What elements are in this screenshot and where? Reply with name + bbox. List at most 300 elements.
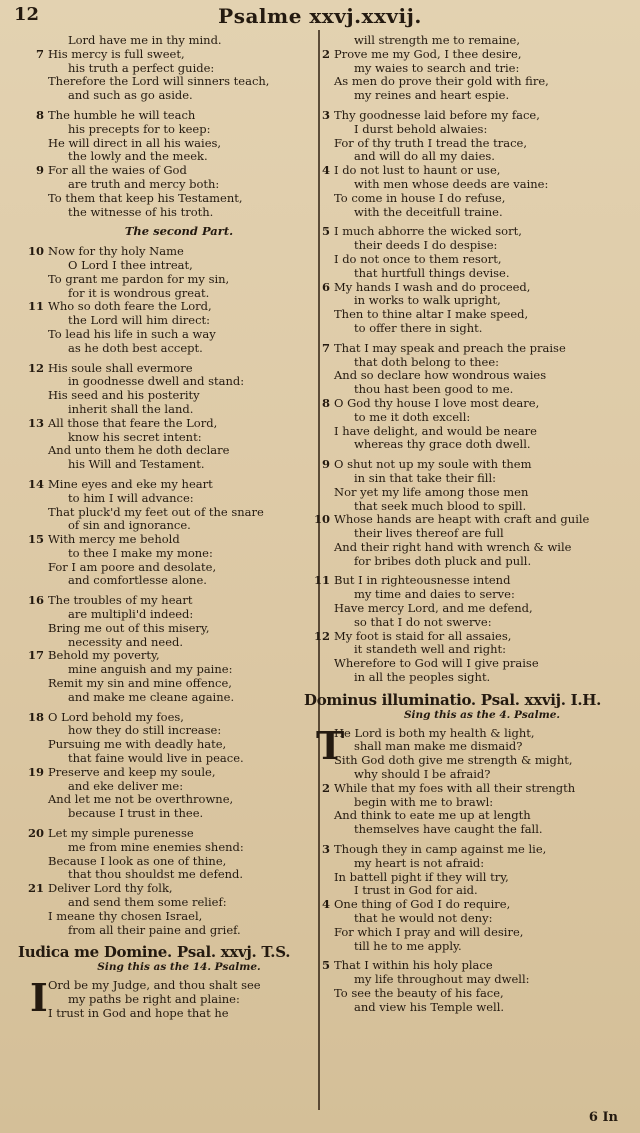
verse-line: [321, 395, 630, 411]
verse-line: [48, 314, 310, 328]
verse-line: [48, 663, 310, 677]
verse-line: [334, 192, 630, 206]
verse-text: how they do still increase:: [68, 723, 222, 738]
verse-line: [48, 677, 310, 691]
verse-line: [28, 826, 310, 841]
verse-line: [48, 855, 310, 869]
verse-line: [314, 628, 630, 644]
verse-line: [334, 643, 630, 657]
verse-text: their deeds I do despise:: [354, 238, 498, 253]
column-divider: [318, 30, 320, 1110]
verse-line: [334, 973, 630, 987]
verse-text: His mercy is full sweet,: [48, 46, 185, 61]
verse-line: [48, 492, 310, 506]
verse-line: [334, 137, 630, 151]
verse-line: [321, 46, 630, 62]
verse-text: shall man make me dismaid?: [354, 739, 523, 754]
verse-text: He will direct in all his waies,: [48, 135, 222, 150]
verse-text: Nor yet my life among those men: [334, 484, 529, 499]
verse-text: I do not lust to haunt or use,: [334, 163, 501, 178]
stanza: [321, 340, 630, 452]
verse-line: [334, 527, 630, 541]
verse-text: for bribes doth pluck and pull.: [354, 553, 532, 568]
stanza: [321, 842, 630, 953]
verse-text: from all their paine and grief.: [68, 922, 241, 937]
verse-number: 4: [321, 897, 330, 912]
verse-line: [334, 823, 630, 837]
verse-text: As men do prove their gold with fire,: [334, 74, 549, 89]
verse-line: [321, 279, 630, 295]
verse-line: [48, 793, 310, 807]
verse-text: are multipli'd indeed:: [68, 607, 194, 622]
verse-text: And so declare how wondrous waies: [334, 368, 547, 383]
verse-line: [48, 561, 310, 575]
verse-line: [28, 648, 310, 663]
verse-text: I trust in God for aid.: [354, 883, 478, 898]
stanza: [35, 33, 310, 103]
verse-number: 14: [28, 476, 45, 491]
verse-text: in sin that take their fill:: [354, 470, 497, 485]
verse-line: [314, 512, 630, 527]
verse-number: 5: [321, 224, 330, 239]
verse-number: 5: [321, 958, 330, 973]
verse-line: [48, 519, 310, 533]
verse-line: [321, 224, 630, 239]
verse-text: the Lord will him direct:: [68, 313, 211, 328]
verse-text: the lowly and the meek.: [68, 149, 208, 164]
verse-text: necessity and need.: [68, 634, 184, 649]
verse-line: [48, 89, 310, 103]
stanza: [28, 709, 310, 821]
verse-line: [334, 150, 630, 164]
verse-number: 6: [321, 279, 330, 294]
verse-line: [334, 322, 630, 336]
verse-text: Because I look as one of thine,: [48, 853, 227, 868]
verse-text: Now for thy holy Name: [48, 244, 184, 259]
verse-text: My foot is staid for all assaies,: [334, 628, 512, 643]
verse-text: And their right hand with wrench & wile: [334, 539, 572, 554]
verse-number: 7: [35, 46, 44, 61]
verse-text: know his secret intent:: [68, 429, 202, 444]
verse-line: [334, 657, 630, 671]
verse-text: To come in house I do refuse,: [334, 190, 506, 205]
page-number: 12: [14, 4, 40, 25]
verse-text: The troubles of my heart: [48, 593, 193, 608]
verse-line: [334, 555, 630, 569]
stanza: [314, 573, 630, 685]
verse-text: my reines and heart espie.: [354, 88, 510, 103]
verse-line: [35, 163, 310, 178]
verse-number: 12: [314, 628, 331, 643]
verse-line: [48, 444, 310, 458]
verse-text: are truth and mercy both:: [68, 176, 220, 191]
verse-text: and such as go aside.: [68, 88, 193, 103]
verse-text: To them that keep his Testament,: [48, 190, 243, 205]
stanza: [321, 33, 630, 103]
verse-number: 18: [28, 709, 45, 724]
verse-line: [334, 588, 630, 602]
verse-number: 17: [28, 648, 45, 663]
verse-line: [334, 267, 630, 281]
verse-line: [48, 841, 310, 855]
verse-number: 2: [321, 46, 330, 61]
verse-line: [48, 574, 310, 588]
verse-line: [48, 1007, 310, 1021]
verse-line: [334, 671, 630, 685]
verse-text: my waies to search and trie:: [354, 60, 520, 75]
verse-line: [48, 34, 310, 48]
verse-text: And unto them he doth declare: [48, 443, 230, 458]
verse-text: Whose hands are heapt with craft and guile: [334, 512, 590, 527]
verse-text: And let me not be overthrowne,: [48, 792, 234, 807]
verse-line: [334, 940, 630, 954]
verse-number: 12: [28, 360, 45, 375]
verse-text: Lord have me in thy mind.: [68, 33, 222, 47]
verse-text: why should I be afraid?: [354, 767, 491, 782]
verse-text: The humble he will teach: [48, 107, 196, 122]
verse-number: 20: [28, 826, 45, 841]
verse-line: [334, 809, 630, 823]
stanza: [314, 457, 630, 568]
verse-text: his Will and Testament.: [68, 457, 205, 472]
verse-text: to offer there in sight.: [354, 320, 483, 335]
verse-text: and comfortlesse alone.: [68, 573, 207, 588]
verse-line: [48, 738, 310, 752]
verse-text: and will do all my daies.: [354, 149, 495, 164]
verse-text: Have mercy Lord, and me defend,: [334, 601, 533, 616]
verse-line: [334, 89, 630, 103]
verse-text: Deliver Lord thy folk,: [48, 881, 173, 896]
drop-capital: I: [30, 975, 48, 1021]
verse-text: so that I do not swerve:: [354, 614, 492, 629]
verse-line: [48, 636, 310, 650]
verse-line: [334, 912, 630, 926]
verse-line: [334, 926, 630, 940]
verse-text: and view his Temple well.: [354, 999, 505, 1014]
verse-text: my time and daies to serve:: [354, 587, 515, 602]
verse-text: his truth a perfect guide:: [68, 60, 215, 75]
verse-text: Wherefore to God will I give praise: [334, 656, 539, 671]
verse-text: to thee I make my mone:: [68, 545, 213, 560]
verse-text: O shut not up my soule with them: [334, 457, 532, 472]
verse-line: [28, 764, 310, 780]
verse-line: [48, 896, 310, 910]
verse-text: because I trust in thee.: [68, 806, 204, 821]
verse-text: begin with me to brawl:: [354, 794, 494, 809]
verse-text: with men whose deeds are vaine:: [354, 176, 549, 191]
verse-line: [334, 857, 630, 871]
verse-line: [48, 150, 310, 164]
verse-text: I trust in God and hope that he: [48, 1005, 229, 1020]
verse-line: [334, 472, 630, 486]
verse-text: O Lord behold my foes,: [48, 709, 184, 724]
verse-line: [321, 842, 630, 857]
verse-line: [334, 383, 630, 397]
verse-line: [321, 163, 630, 178]
verse-text: Pursuing me with deadly hate,: [48, 737, 227, 752]
verse-text: in goodnesse dwell and stand:: [68, 374, 245, 389]
verse-text: of sin and ignorance.: [68, 518, 191, 533]
verse-line: [48, 287, 310, 301]
verse-text: my paths be right and plaine:: [68, 992, 240, 1006]
verse-text: And think to eate me up at length: [334, 808, 531, 823]
verse-line: [35, 46, 310, 62]
stanza: [28, 593, 310, 704]
stanza: [28, 476, 310, 588]
verse-line: [334, 75, 630, 89]
verse-text: He Lord is both my health & light,: [334, 725, 535, 740]
verse-text: All those that feare the Lord,: [48, 415, 218, 430]
verse-text: their lives thereof are full: [354, 526, 504, 541]
verse-line: [48, 993, 310, 1007]
verse-number: 11: [28, 299, 45, 314]
verse-text: and eke deliver me:: [68, 778, 184, 793]
verse-line: [28, 299, 310, 314]
verse-number: 19: [28, 764, 45, 779]
verse-number: 15: [28, 532, 45, 547]
verse-line: [334, 294, 630, 308]
verse-text: it standeth well and right:: [354, 642, 506, 657]
verse-line: [334, 754, 630, 768]
tune-direction: Sing this as the 4. Psalme.: [403, 708, 561, 721]
verse-text: Mine eyes and eke my heart: [48, 476, 213, 491]
verse-line: [48, 62, 310, 76]
stanza: [321, 107, 630, 219]
verse-text: Then to thine altar I make speed,: [334, 307, 529, 322]
verse-line: [334, 62, 630, 76]
verse-text: O God thy house I love most deare,: [334, 395, 540, 410]
verse-text: and make me cleane againe.: [68, 689, 235, 704]
verse-number: 9: [35, 163, 44, 178]
verse-line: [334, 616, 630, 630]
catchword: 6 In: [588, 1110, 618, 1125]
verse-line: [334, 871, 630, 885]
verse-line: [28, 532, 310, 547]
verse-line: [334, 884, 630, 898]
verse-text: his precepts for to keep:: [68, 121, 211, 136]
verse-text: to me it doth excell:: [354, 409, 471, 424]
verse-text: thou hast been good to me.: [354, 382, 514, 397]
verse-text: Preserve and keep my soule,: [48, 764, 216, 779]
verse-number: 3: [321, 107, 330, 122]
verse-text: O Lord I thee intreat,: [68, 257, 193, 272]
stanza: [28, 826, 310, 937]
verse-number: 8: [321, 395, 330, 410]
verse-line: [48, 458, 310, 472]
verse-text: mine anguish and my paine:: [68, 662, 233, 677]
verse-text: in all the peoples sight.: [354, 670, 491, 685]
verse-line: [48, 403, 310, 417]
verse-line: [334, 411, 630, 425]
verse-text: my heart is not afraid:: [354, 855, 485, 870]
verse-line: [48, 807, 310, 821]
right-column: [304, 33, 630, 1021]
verse-line: [48, 192, 310, 206]
verse-text: Let my simple purenesse: [48, 826, 194, 841]
verse-line: [28, 244, 310, 259]
verse-text: Behold my poverty,: [48, 648, 160, 663]
verse-line: [48, 506, 310, 520]
verse-text: with the deceitfull traine.: [354, 204, 503, 219]
verse-text: For I am poore and desolate,: [48, 559, 217, 574]
verse-line: [48, 752, 310, 766]
verse-number: 8: [35, 107, 44, 122]
verse-number: 16: [28, 593, 45, 608]
stanza: [28, 244, 310, 355]
verse-line: [48, 868, 310, 882]
verse-line: [48, 389, 310, 403]
verse-text: Sith God doth give me strength & might,: [334, 753, 573, 768]
verse-line: [334, 768, 630, 782]
verse-line: [48, 137, 310, 151]
verse-text: For which I pray and will desire,: [334, 924, 524, 939]
verse-text: inherit shall the land.: [68, 401, 194, 416]
verse-text: One thing of God I do require,: [334, 897, 511, 912]
verse-text: whereas thy grace doth dwell.: [354, 437, 531, 452]
verse-number: 9: [321, 457, 330, 472]
verse-line: [48, 273, 310, 287]
verse-line: [28, 360, 310, 376]
verse-line: [334, 796, 630, 810]
verse-number: 11: [314, 573, 331, 588]
psalm-title: Dominus illuminatio. Psal. xxvij. I.H.: [304, 690, 602, 709]
verse-line: [334, 438, 630, 452]
verse-number: 4: [321, 163, 330, 178]
verse-line: [334, 239, 630, 253]
verse-text: that thou shouldst me defend.: [68, 867, 244, 882]
verse-line: [35, 107, 310, 123]
verse-text: While that my foes with all their strength: [334, 780, 576, 795]
verse-line: [48, 375, 310, 389]
verse-line: [48, 691, 310, 705]
verse-line: [334, 987, 630, 1001]
verse-line: [334, 123, 630, 137]
verse-text: For of thy truth I tread the trace,: [334, 135, 528, 150]
verse-line: [334, 486, 630, 500]
verse-number: 13: [28, 415, 45, 430]
verse-number: 3: [321, 842, 330, 857]
verse-line: [28, 593, 310, 608]
verse-line: [48, 259, 310, 273]
verse-text: that doth belong to thee:: [354, 354, 500, 369]
verse-text: Though they in camp against me lie,: [334, 842, 547, 857]
verse-text: To see the beauty of his face,: [334, 986, 504, 1000]
verse-line: [334, 740, 630, 754]
verse-text: I meane thy chosen Israel,: [48, 908, 203, 923]
verse-line: [334, 369, 630, 383]
verse-text: That I may speak and preach the praise: [334, 340, 566, 355]
verse-text: as he doth best accept.: [68, 340, 203, 355]
verse-text: the witnesse of his troth.: [68, 204, 214, 219]
verse-text: in works to walk upright,: [354, 293, 501, 308]
verse-line: [48, 724, 310, 738]
verse-text: that faine would live in peace.: [68, 751, 244, 766]
verse-line: [48, 622, 310, 636]
verse-number: 21: [28, 881, 45, 896]
verse-text: Prove me my God, I thee desire,: [334, 46, 522, 61]
verse-line: [314, 573, 630, 588]
verse-text: Thy goodnesse laid before my face,: [334, 107, 540, 122]
verse-text: But I in righteousnesse intend: [334, 573, 511, 588]
drop-capital: T: [316, 722, 345, 768]
verse-line: [48, 431, 310, 445]
verse-line: [48, 178, 310, 192]
verse-text: His seed and his posterity: [48, 388, 200, 403]
verse-line: [334, 602, 630, 616]
verse-line: [321, 897, 630, 912]
verse-line: [321, 780, 630, 796]
verse-text: To grant me pardon for my sin,: [48, 271, 230, 286]
verse-text: That I within his holy place: [334, 958, 493, 973]
verse-text: till he to me apply.: [354, 938, 462, 953]
tune-direction: Sing this as the 14. Psalme.: [97, 961, 261, 974]
verse-line: [334, 500, 630, 514]
verse-line: [334, 1001, 630, 1015]
stanza: [35, 107, 310, 219]
verse-line: [321, 340, 630, 356]
verse-text: me from mine enemies shend:: [68, 839, 244, 854]
verse-text: that he would not deny:: [354, 911, 493, 926]
verse-line: [48, 910, 310, 924]
verse-line: [334, 425, 630, 439]
verse-text: I durst behold alwaies:: [354, 121, 488, 136]
verse-line: [48, 608, 310, 622]
verse-line: [48, 342, 310, 356]
verse-line: [48, 206, 310, 220]
running-title: Psalme xxvj.xxvij.: [218, 4, 422, 28]
verse-line: [28, 709, 310, 725]
verse-line: [48, 979, 310, 993]
verse-line: [321, 958, 630, 973]
verse-text: His soule shall evermore: [48, 360, 193, 375]
verse-text: For all the waies of God: [48, 163, 187, 178]
verse-text: and send them some relief:: [68, 895, 227, 910]
verse-line: [48, 780, 310, 794]
verse-line: [321, 457, 630, 472]
verse-line: [334, 206, 630, 220]
part-heading: The second Part.: [124, 224, 234, 239]
verse-text: I have delight, and would be neare: [334, 423, 537, 438]
verse-line: [334, 727, 630, 741]
verse-line: [48, 924, 310, 938]
stanza: [321, 224, 630, 335]
verse-text: Who so doth feare the Lord,: [48, 299, 212, 314]
verse-line: [321, 107, 630, 123]
verse-text: Bring me out of this misery,: [48, 620, 210, 635]
verse-number: 10: [314, 512, 331, 527]
verse-line: [334, 178, 630, 192]
stanza: [30, 975, 310, 1021]
verse-line: [48, 123, 310, 137]
verse-text: themselves have caught the fall.: [354, 822, 543, 837]
verse-line: [48, 75, 310, 89]
verse-text: To lead his life in such a way: [48, 326, 216, 341]
verse-text: that hurtfull things devise.: [354, 265, 510, 280]
verse-text: With mercy me behold: [48, 532, 180, 547]
verse-line: [334, 34, 630, 48]
verse-text: My hands I wash and do proceed,: [334, 279, 531, 294]
verse-text: will strength me to remaine,: [354, 33, 520, 47]
verse-line: [334, 308, 630, 322]
verse-text: to him I will advance:: [68, 490, 194, 505]
verse-number: 7: [321, 340, 330, 355]
verse-text: my life throughout may dwell:: [354, 972, 530, 987]
verse-text: for it is wondrous great.: [68, 285, 210, 300]
verse-number: 2: [321, 780, 330, 795]
stanza: [321, 958, 630, 1014]
psalm-title: Iudica me Domine. Psal. xxvj. T.S.: [18, 943, 291, 962]
verse-text: Ord be my Judge, and thou shalt see: [48, 978, 261, 993]
